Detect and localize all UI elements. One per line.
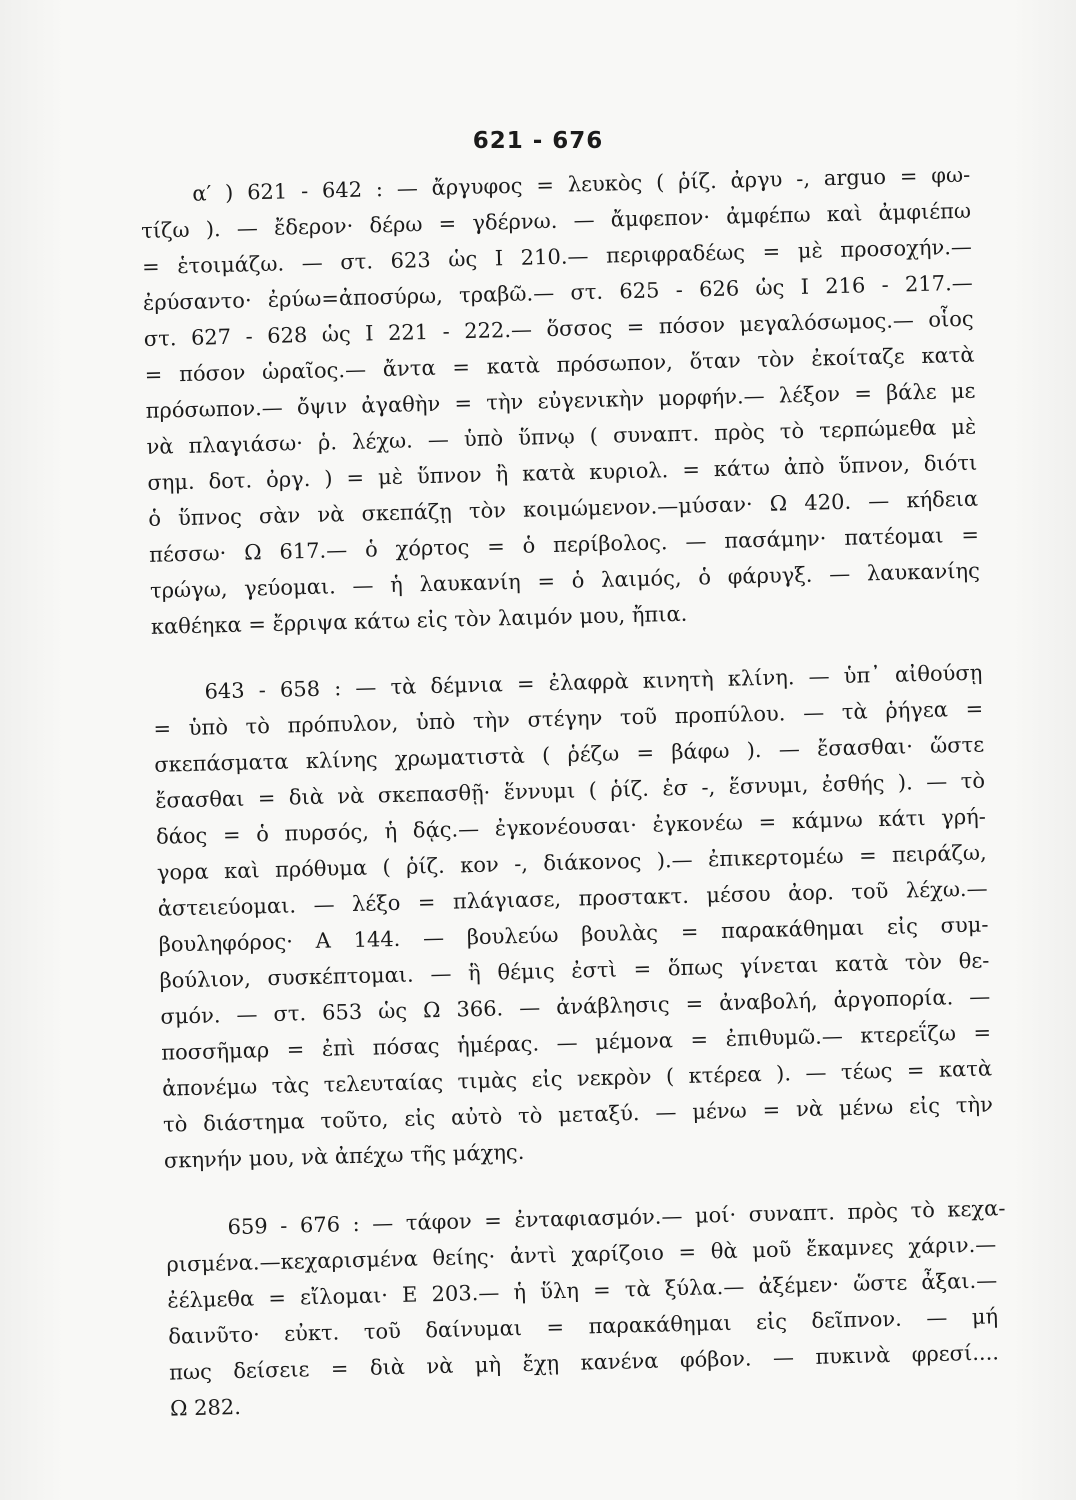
text-line: βούλιον, συσκέπτομαι. — ἣ θέμις ἐστὶ = ὅπως γίνεται κατὰ τὸν θε-: [159, 948, 990, 993]
text-line: τρώγω, γεύομαι. — ἡ λαυκανίη = ὁ λαιμός, ὁ φάρυγξ. — λαυκανίης: [149, 558, 981, 603]
commentary-body: [140, 160, 1006, 1421]
text-line: βουληφόρος· Α 144. — βουλεύω βουλὰς = παρακάθημαι εἰς συμ-: [158, 912, 989, 957]
text-line: στ. 627 - 628 ὡς Ι 221 - 222.— ὅσσος = πόσον μεγαλόσωμος.— οἷος: [143, 306, 974, 351]
text-line: τὸ διάστημα τοῦτο, εἰς αὐτὸ τὸ μεταξύ. — μένω = νὰ μένω εἰς τὴν: [162, 1092, 994, 1137]
page-range-heading: 621 - 676: [472, 128, 604, 154]
text-line: σημ. δοτ. ὀργ. ) = μὲ ὕπνον ἢ κατὰ κυριολ. = κάτω ἀπὸ ὕπνον, διότι: [147, 450, 978, 495]
text-line: σμόν. — στ. 653 ὡς Ω 366. — ἀνάβλησις = ἀναβολή, ἀργοπορία. —: [160, 984, 991, 1029]
text-line: ἀπονέμω τὰς τελευταίας τιμὰς εἰς νεκρὸν ( κτέρεα ). — τέως = κατὰ: [161, 1056, 993, 1101]
text-line: ἀστειεύομαι. — λέξο = πλάγιασε, προστακτ. μέσου ἀορ. τοῦ λέχω.—: [157, 876, 988, 921]
text-line: σκηνήν μου, νὰ ἀπέχω τῆς μάχης.: [163, 1139, 525, 1173]
text-line: πως δείσειε = διὰ νὰ μὴ ἔχῃ κανένα φόβον. — πυκινὰ φρεσί....: [168, 1340, 1000, 1385]
text-line: α′ ) 621 - 642 : — ἄργυφος = λευκὸς ( ῥίζ. ἀργυ -, arguo = φω-: [192, 162, 971, 206]
text-line: δάος = ὁ πυρσός, ἡ δᾴς.— ἐγκονέουσαι· ἐγκονέω = κάμνω κάτι γρή-: [155, 804, 987, 849]
text-line: ἐρύσαντο· ἐρύω=ἀποσύρω, τραβῶ.— στ. 625 - 626 ὡς Ι 216 - 217.—: [142, 270, 974, 315]
text-line: πέσσω· Ω 617.— ὁ χόρτος = ὁ περίβολος. — πασάμην· πατέομαι =: [148, 522, 980, 567]
text-line: ρισμένα.—κεχαρισμένα θείης· ἀντὶ χαρίζοιο = θὰ μοῦ ἔκαμνες χάριν.—: [166, 1232, 997, 1277]
text-line: σκεπάσματα κλίνης χρωματιστὰ ( ῥέζω = βάφω ). — ἔσασθαι· ὥστε: [153, 732, 985, 777]
text-line: δαινῦτο· εὐκτ. τοῦ δαίνυμαι = παρακάθημαι εἰς δεῖπνον. — μή: [167, 1304, 999, 1349]
text-line: = ἑτοιμάζω. — στ. 623 ὡς Ι 210.— περιφραδέως = μὲ προσοχήν.—: [141, 234, 973, 279]
text-line: 643 - 658 : — τὰ δέμνια = ἐλαφρὰ κινητὴ κλίνη. — ὑπ᾿ αἰθούσῃ: [204, 660, 983, 704]
text-line: τίζω ). — ἔδερον· δέρω = γδέρνω. — ἄμφεπον· ἀμφέπω καὶ ἀμφιέπω: [140, 198, 972, 243]
text-line: πρόσωπον.— ὄψιν ἀγαθὴν = τὴν εὐγενικὴν μορφήν.— λέξον = βάλε με: [145, 378, 976, 423]
text-line: = ὑπὸ τὸ πρόπυλον, ὑπὸ τὴν στέγην τοῦ προπύλου. — τὰ ῥήγεα =: [153, 696, 984, 741]
text-line: νὰ πλαγιάσω· ῥ. λέχω. — ὑπὸ ὕπνῳ ( συναπτ. πρὸς τὸ τερπώμεθα μὲ: [146, 414, 977, 459]
text-line: καθέηκα = ἔρριψα κάτω εἰς τὸν λαιμόν μου, ἤπια.: [150, 601, 688, 639]
text-line: Ω 282.: [169, 1394, 242, 1421]
text-line: 659 - 676 : — τάφον = ἐνταφιασμόν.— μοί· συναπτ. πρὸς τὸ κεχα-: [227, 1196, 1006, 1240]
text-line: = πόσον ὡραῖος.— ἄντα = κατὰ πρόσωπον, ὅταν τὸν ἐκοίταζε κατὰ: [144, 342, 975, 387]
text-line: ποσσῆμαρ = ἐπὶ πόσας ἡμέρας. — μέμονα = ἐπιθυμῶ.— κτερεΐζω =: [161, 1020, 992, 1065]
text-line: γορα καὶ πρόθυμα ( ῥίζ. κον -, διάκονος ).— ἐπικερτομέω = πειράζω,: [156, 840, 987, 885]
text-line: ἔσασθαι = διὰ νὰ σκεπασθῇ· ἕννυμι ( ῥίζ. ἑσ -, ἕσνυμι, ἐσθής ). — τὸ: [154, 768, 986, 813]
text-line: ἐέλμεθα = εἴλομαι· Ε 203.— ἡ ὕλη = τὰ ξύλα.— ἀξέμεν· ὥστε ἆξαι.—: [167, 1268, 998, 1313]
text-line: ὁ ὕπνος σὰν νὰ σκεπάζῃ τὸν κοιμώμενον.—μύσαν· Ω 420. — κήδεια: [147, 486, 979, 531]
